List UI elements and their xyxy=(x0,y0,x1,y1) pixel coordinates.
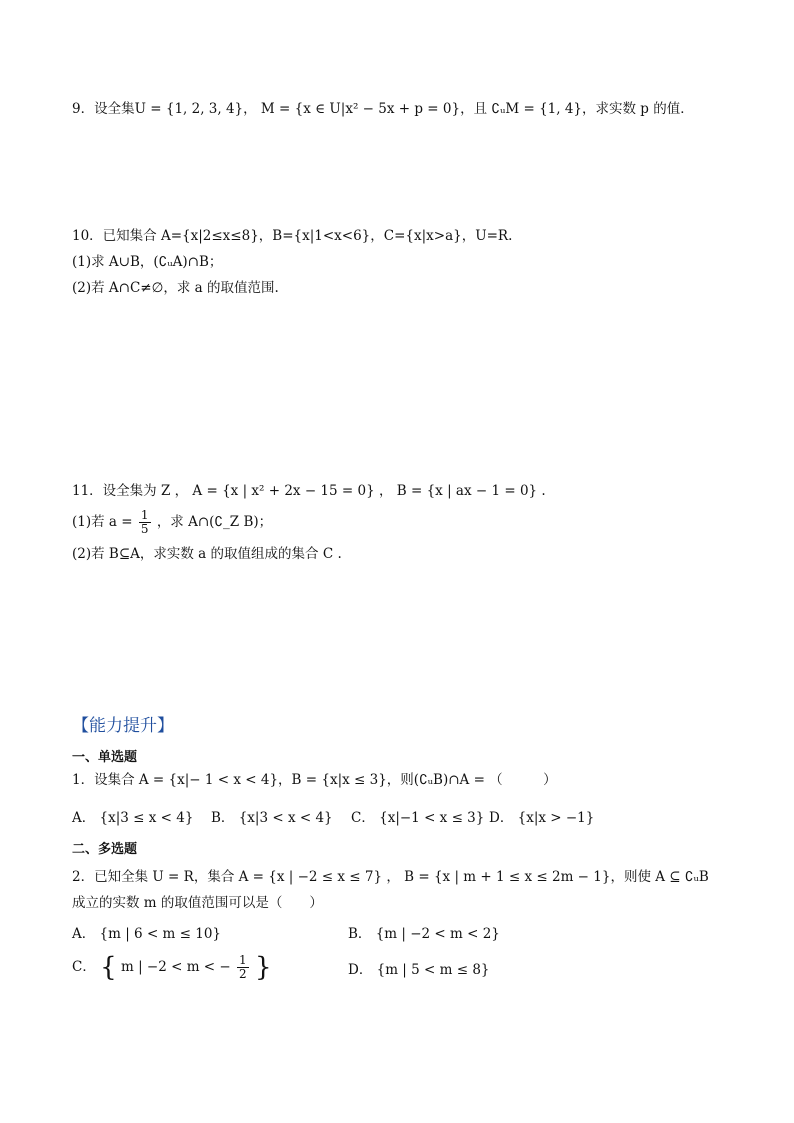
mc1-option-b: B． {x|3 < x < 4} xyxy=(211,810,333,826)
fraction-numerator: 1 xyxy=(239,953,247,967)
mc1-option-d: D． {x|x > −1} xyxy=(489,810,595,826)
right-brace-icon: } xyxy=(254,952,272,983)
mc2-options-row-1 xyxy=(72,922,744,942)
question-10-part-1: (1)求 A∪B，(∁ᵤA)∩B； xyxy=(72,254,223,270)
mc2-option-a: A． {m | 6 < m ≤ 10} xyxy=(72,926,222,942)
question-11-stem: 11．设全集为 Z ， A = {x | x² + 2x − 15 = 0} ， B = {x | ax − 1 = 0} . xyxy=(72,483,546,499)
mc1-option-c: C． {x|−1 < x ≤ 3} xyxy=(351,810,485,826)
question-9 xyxy=(72,99,744,119)
fraction-numerator: 1 xyxy=(140,508,149,522)
mc1-options xyxy=(72,806,744,826)
question-11-part-1 xyxy=(72,509,744,536)
mc2-stem: 2．已知全集 U = R，集合 A = {x | −2 ≤ x ≤ 7} ， B = {x | m + 1 ≤ x ≤ 2m − 1}，则使 A ⊆ ∁ᵤB 成立的实数 m 的取值范围可以是（ ） xyxy=(72,869,709,911)
ability-section xyxy=(72,711,744,736)
fraction-one-fifth xyxy=(139,509,151,536)
question-11 xyxy=(72,481,744,564)
question-10-stem: 10．已知集合 A={x|2≤x≤8}，B={x|1<x<6}，C={x|x>a}，U=R. xyxy=(72,228,513,244)
multi-choice-section xyxy=(72,840,744,981)
mc2-options-row-2 xyxy=(72,954,744,981)
fraction-denominator: 5 xyxy=(140,522,149,536)
question-10 xyxy=(72,226,744,298)
mc2-option-d: D． {m | 5 < m ≤ 8} xyxy=(348,961,490,978)
mc1-stem: 1．设集合 A = {x|− 1 < x < 4}，B = {x|x ≤ 3}，则(∁ᵤB)∩A = （ ） xyxy=(72,772,557,788)
question-9-text: 9．设全集U = {1, 2, 3, 4}， M = {x ∈ U|x² − 5x + p = 0}，且 ∁ᵤM = {1, 4}，求实数 p 的值． xyxy=(72,101,694,117)
left-brace-icon: { xyxy=(100,952,117,983)
mc1-option-a: A． {x|3 ≤ x < 4} xyxy=(72,810,194,826)
question-11-part-2: (2)若 B⊆A，求实数 a 的取值组成的集合 C . xyxy=(72,546,342,562)
question-11-part-1-prefix: (1)若 a = xyxy=(72,514,133,530)
single-choice-title: 一、单选题 xyxy=(72,750,138,765)
mc2-option-c xyxy=(72,954,348,981)
mc2-option-b: B． {m | −2 < m < 2} xyxy=(348,926,500,942)
multi-choice-title: 二、多选题 xyxy=(72,842,138,857)
question-10-part-2: (2)若 A∩C≠∅，求 a 的取值范围. xyxy=(72,280,279,296)
fraction-denominator: 2 xyxy=(239,967,247,981)
mc2-option-c-prefix: C． xyxy=(72,959,96,975)
fraction-one-half xyxy=(237,954,249,981)
single-choice-section xyxy=(72,748,744,826)
section-title: 【能力提升】 xyxy=(72,716,174,736)
mc2-option-c-inner: m | −2 < m < − xyxy=(120,959,231,975)
question-11-part-1-suffix: ，求 A∩(∁_Z B)； xyxy=(156,514,273,530)
